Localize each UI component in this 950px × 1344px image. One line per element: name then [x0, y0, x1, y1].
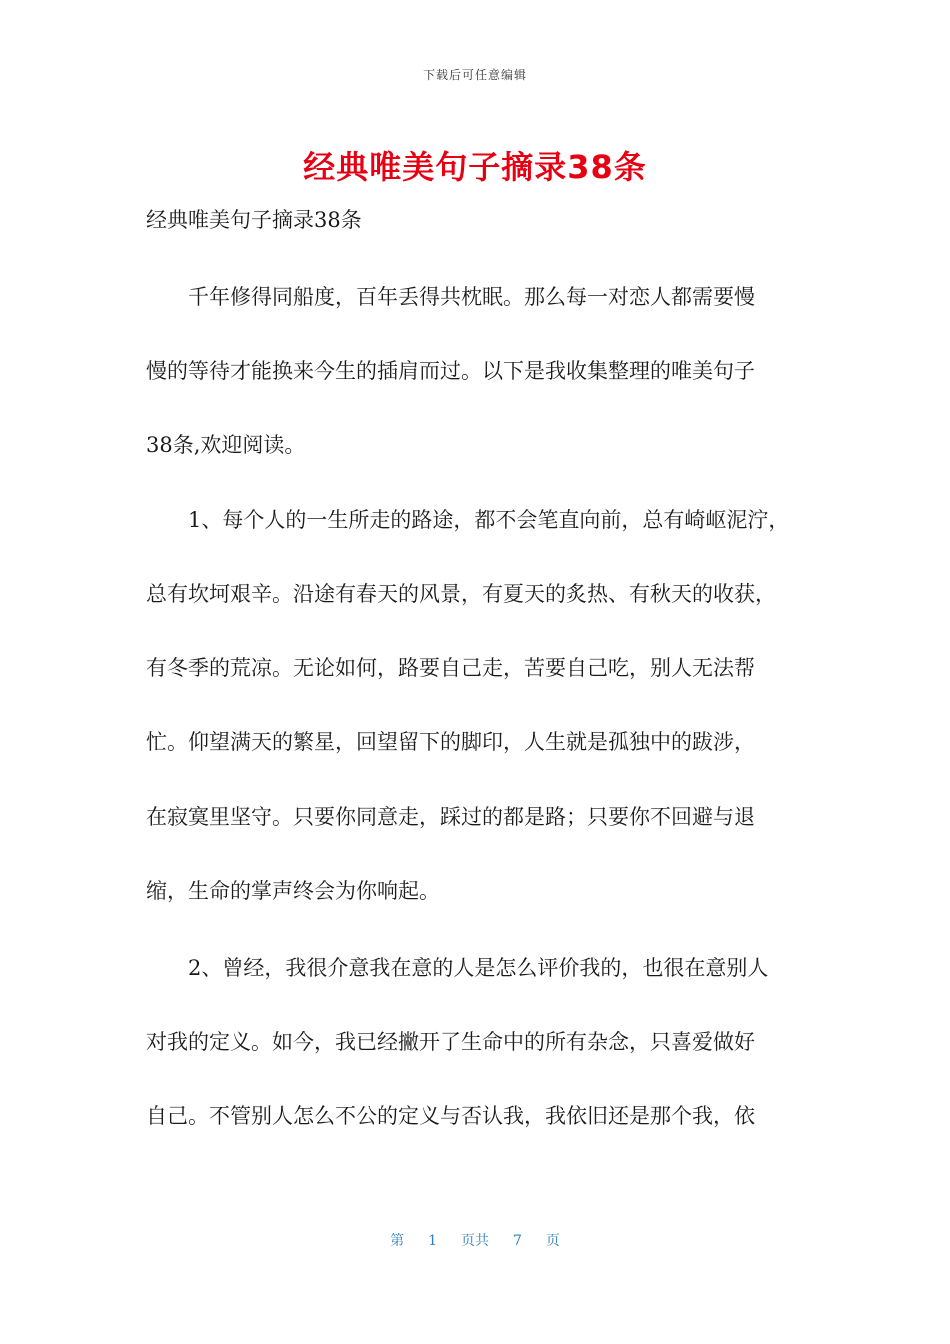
- footer-page-number: 1: [428, 1233, 437, 1249]
- paragraph-line: 在寂寞里坚守。只要你同意走，踩过的都是路；只要你不回避与退: [146, 805, 755, 829]
- paragraph-line: 慢的等待才能换来今生的插肩而过。以下是我收集整理的唯美句子: [146, 359, 755, 383]
- document-subtitle: 经典唯美句子摘录38条: [146, 208, 362, 232]
- footer-page-word: 第: [390, 1233, 405, 1249]
- paragraph-line: 总有坎坷艰辛。沿途有春天的风景，有夏天的炙热、有秋天的收获，: [146, 582, 776, 606]
- footer-total-pages: 7: [513, 1233, 522, 1249]
- paragraph-line: 有冬季的荒凉。无论如何，路要自己走，苦要自己吃，别人无法帮: [146, 656, 755, 680]
- paragraph-line: 千年修得同船度，百年丢得共枕眠。那么每一对恋人都需要慢: [146, 285, 755, 309]
- paragraph-line: 缩，生命的掌声终会为你响起。: [146, 879, 440, 903]
- footer-total-word: 页共: [461, 1233, 489, 1249]
- paragraph-line: 2、曾经，我很介意我在意的人是怎么评价我的，也很在意别人: [146, 956, 769, 980]
- document-title: 经典唯美句子摘录38条: [303, 148, 647, 186]
- paragraph-line: 1、每个人的一生所走的路途，都不会笔直向前，总有崎岖泥泞，: [146, 508, 790, 532]
- header-note: 下载后可任意编辑: [422, 68, 527, 82]
- paragraph-line: 自己。不管别人怎么不公的定义与否认我，我依旧还是那个我，依: [146, 1104, 755, 1128]
- paragraph-line: 38条,欢迎阅读。: [146, 433, 306, 457]
- paragraph-line: 忙。仰望满天的繁星，回望留下的脚印，人生就是孤独中的跋涉，: [146, 730, 755, 754]
- footer-page-suffix: 页: [545, 1233, 560, 1249]
- page-footer: [0, 1230, 950, 1250]
- paragraph-line: 对我的定义。如今，我已经撇开了生命中的所有杂念，只喜爱做好: [146, 1030, 755, 1054]
